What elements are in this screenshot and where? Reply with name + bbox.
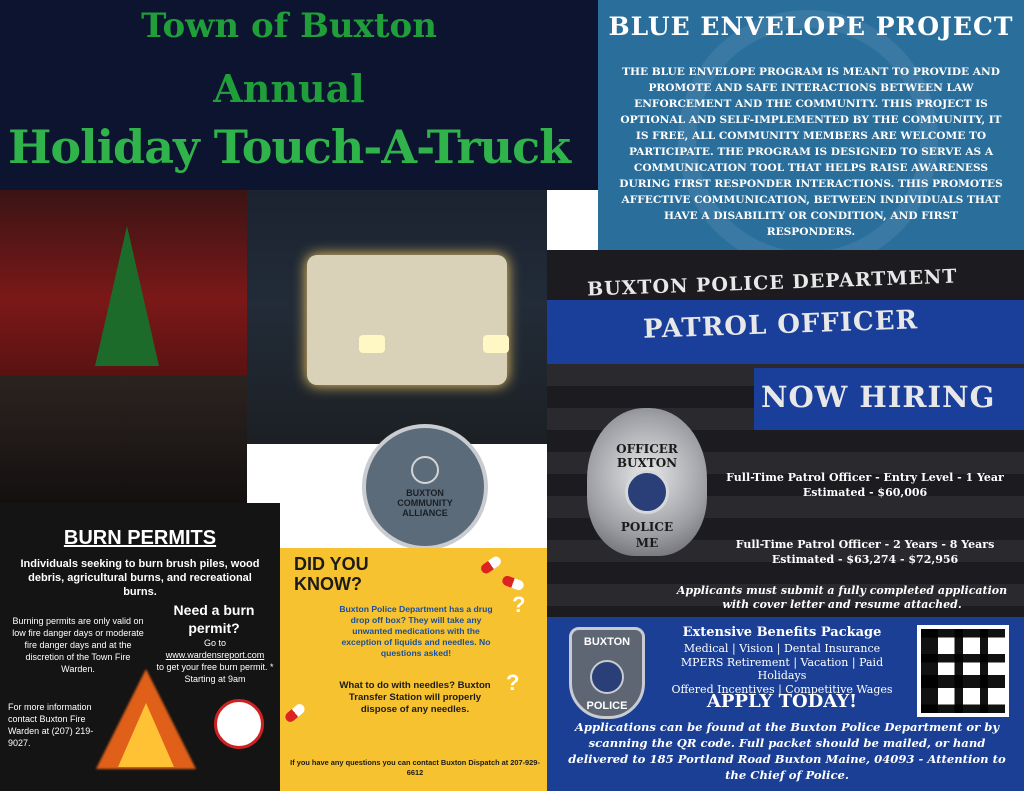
community-alliance-panel xyxy=(247,444,547,548)
alliance-line1: BUXTON xyxy=(406,488,444,498)
entry-level-title: Full-Time Patrol Officer - Entry Level - 1 Year xyxy=(726,471,1004,484)
pill-icon xyxy=(479,555,503,576)
badge-town-label: BUXTON xyxy=(616,456,678,470)
benefits-line: MPERS Retirement | Vacation | Paid Holidays xyxy=(680,655,884,682)
department-name: BUXTON POLICE DEPARTMENT xyxy=(586,265,958,301)
headlight xyxy=(359,335,385,353)
entry-level-position xyxy=(715,470,1015,500)
alliance-line3: ALLIANCE xyxy=(402,508,448,518)
badge-state-label: ME xyxy=(635,536,659,550)
headlight xyxy=(483,335,509,353)
patch-top-label: BUXTON xyxy=(583,636,631,648)
holiday-title-line3: Holiday Touch-A-Truck xyxy=(7,120,571,174)
blue-envelope-body: THE BLUE ENVELOPE PROGRAM IS MEANT TO PROVIDE AND PROMOTE AND SAFE INTERACTIONS BETWEEN LAW ENFORCEMENT AND THE COMMUNITY. THIS PROJECT IS OPTIONAL AND SELF-IMPLEMENTED BY THE COMMUNITY, IT IS FREE, ALL COMMUNITY MEMBERS ARE WELCOME TO PARTICIPATE. THE PROGRAM IS DESIGNED TO SERVE AS A COMMUNICATION TOOL THAT HELPS RAISE AWARENESS DURING FIRST RESPONDER INTERACTIONS. THIS PROMOTES AFFECTIVE COMMUNICATION, BETWEEN INDIVIDUALS THAT HAVE A DISABILITY OR CONDITION, AND FIRST RESPONDERS. xyxy=(619,66,1003,238)
crowd xyxy=(0,375,247,503)
bonfire-core xyxy=(118,703,174,767)
badge-officer-label: OFFICER xyxy=(616,442,678,456)
need-burn-permit-heading: Need a burn permit? xyxy=(173,602,255,636)
wardensreport-link[interactable]: www.wardensreport.com xyxy=(165,650,265,660)
benefits-panel xyxy=(547,617,1024,791)
benefits-heading: Extensive Benefits Package xyxy=(682,625,882,640)
badge-state-seal xyxy=(625,470,669,514)
question-mark-icon: ? xyxy=(512,592,526,617)
free-permit-text: to get your free burn permit. * Starting at 9am xyxy=(156,662,274,684)
christmas-tree-crowd-photo xyxy=(0,190,247,503)
holiday-title-line1: Town of Buxton xyxy=(141,6,437,46)
blue-envelope-title: BLUE ENVELOPE PROJECT xyxy=(608,12,1014,41)
did-you-know-panel xyxy=(280,548,547,791)
holiday-title-line2: Annual xyxy=(213,66,365,111)
pill-icon xyxy=(283,702,306,724)
needle-disposal-text: What to do with needles? Buxton Transfer Station will properly dispose of any needles. xyxy=(339,680,491,715)
now-hiring-heading: NOW HIRING xyxy=(761,380,996,414)
holiday-touch-a-truck-banner xyxy=(0,0,598,190)
seal-icon xyxy=(411,456,439,484)
police-badge-icon xyxy=(587,408,707,556)
experienced-position xyxy=(715,537,1015,567)
buxton-police-patch-icon xyxy=(569,627,645,719)
question-mark-icon: ? xyxy=(506,670,520,695)
burn-permits-intro: Individuals seeking to burn brush piles, wood debris, agricultural burns, and recreational burns. xyxy=(20,558,260,598)
experienced-salary: Estimated - $63,274 - $72,956 xyxy=(771,553,959,566)
fire-department-seal-icon xyxy=(214,699,264,749)
blue-envelope-panel xyxy=(598,0,1024,250)
badge-police-label: POLICE xyxy=(620,520,674,534)
community-alliance-badge xyxy=(362,424,488,550)
drug-drop-off-text: Buxton Police Department has a drug drop off box? They will take any unwanted medications with the exception of liquids and needles. No questions asked! xyxy=(339,604,493,658)
patrol-officer-title: PATROL OFFICER xyxy=(642,305,919,345)
goto-label: Go to xyxy=(203,638,226,648)
benefits-list xyxy=(657,642,907,696)
burn-permits-title: BURN PERMITS xyxy=(63,527,217,549)
christmas-tree xyxy=(95,226,159,366)
patrol-officer-hiring-panel xyxy=(547,250,1024,617)
experienced-title: Full-Time Patrol Officer - 2 Years - 8 Years xyxy=(735,538,995,551)
apply-today-heading: APPLY TODAY! xyxy=(706,691,858,712)
alliance-line2: COMMUNITY xyxy=(397,498,453,508)
fire-warden-contact: For more information contact Buxton Fire Warden at (207) 219-9027. xyxy=(8,702,94,748)
pill-icon xyxy=(501,575,525,592)
burn-permits-rules: Burning permits are only valid on low fire danger days or moderate fire danger days and at the discretion of the Town Fire Warden. xyxy=(12,616,144,674)
decorated-truck xyxy=(307,255,507,385)
benefits-line: Offered Incentives | Competitive Wages xyxy=(671,682,893,696)
qr-code-icon[interactable] xyxy=(917,625,1009,717)
application-instructions: Applications can be found at the Buxton Police Department or by scanning the QR code. Full packet should be mailed, or hand delivered to 185 Portland Road Buxton Maine, 04093 - Attention to the Chief of Police. xyxy=(568,720,1006,782)
entry-level-salary: Estimated - $60,006 xyxy=(802,486,928,499)
patch-seal xyxy=(590,660,624,694)
application-requirements: Applicants must submit a fully completed application with cover letter and resume attached. xyxy=(676,584,1008,611)
benefits-line: Medical | Vision | Dental Insurance xyxy=(683,642,881,655)
patch-bottom-label: POLICE xyxy=(586,700,628,712)
decorated-truck-photo xyxy=(247,190,547,444)
did-you-know-title: DID YOU KNOW? xyxy=(294,554,369,594)
burn-permits-panel xyxy=(0,503,280,791)
dispatch-contact-text: If you have any questions you can contact Buxton Dispatch at 207-929-6612 xyxy=(290,758,540,777)
